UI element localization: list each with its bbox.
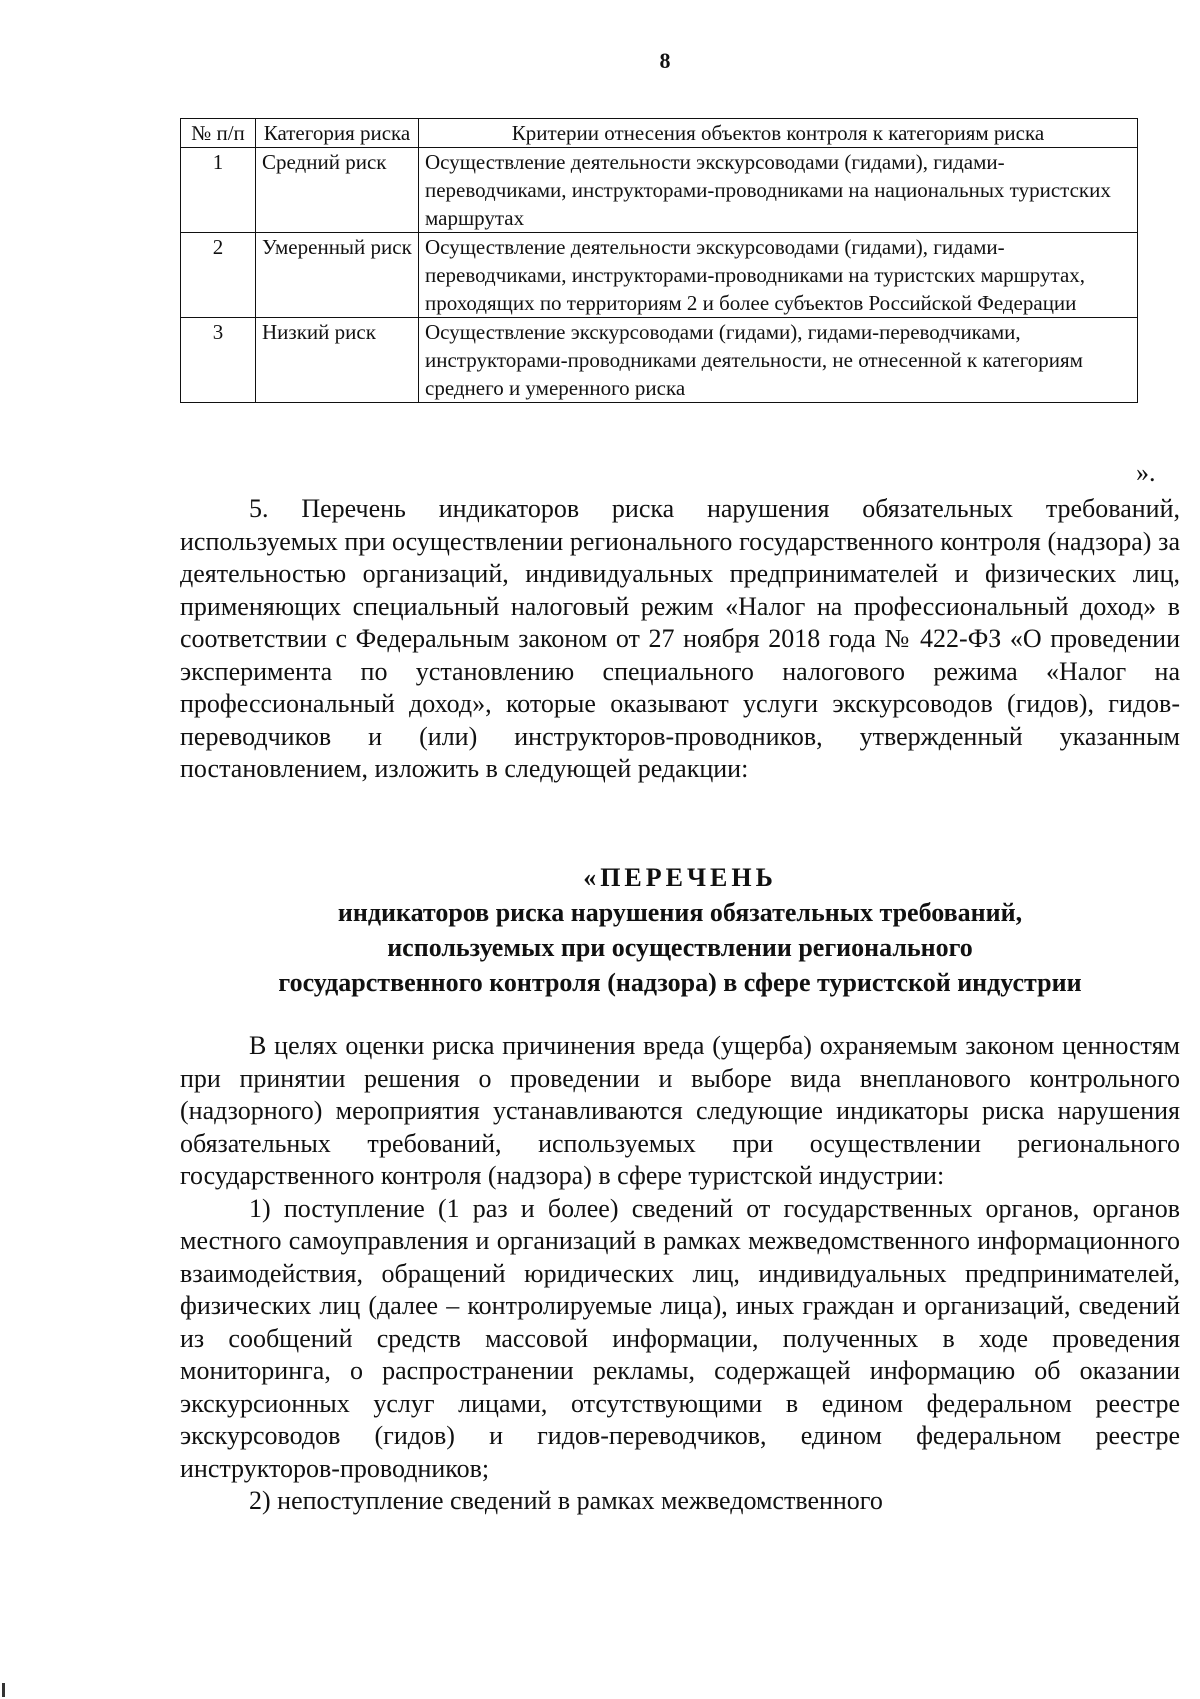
row-number: 3 bbox=[181, 318, 256, 403]
header-category: Категория риска bbox=[256, 119, 419, 148]
scan-edge-mark bbox=[2, 1683, 5, 1697]
table-row bbox=[181, 148, 1138, 233]
paragraph-5 bbox=[180, 493, 1180, 786]
risk-category-table bbox=[180, 118, 1138, 403]
title-line-2: используемых при осуществлении регионального bbox=[387, 933, 973, 962]
table-header-row bbox=[181, 119, 1138, 148]
document-title bbox=[180, 860, 1180, 1000]
page-number: 8 bbox=[659, 48, 671, 73]
header-number: № п/п bbox=[181, 119, 256, 148]
title-line-3: государственного контроля (надзора) в сфере туристской индустрии bbox=[278, 968, 1082, 997]
row-criteria: Осуществление деятельности экскурсоводами (гидами), гидами-переводчиками, инструкторами-проводниками на национальных туристских маршрутах bbox=[419, 148, 1138, 233]
main-text bbox=[180, 1030, 1180, 1518]
row-number: 2 bbox=[181, 233, 256, 318]
row-criteria: Осуществление деятельности экскурсоводами (гидами), гидами-переводчиками, инструкторами-проводниками на туристских маршрутах, проходящих по территориям 2 и более субъектов Российской Федерации bbox=[419, 233, 1138, 318]
item-1-paragraph: 1) поступление (1 раз и более) сведений от государственных органов, органов местного самоуправления и организаций в рамках межведомственного информационного взаимодействия, обращений юридических лиц, индивидуальных предпринимателей, физических лиц (далее – контролируемые лица), иных граждан и организаций, сведений из сообщений средств массовой информации, полученных в ходе проведения мониторинга, о распространении рекламы, содержащей информацию об оказании экскурсионных услуг лицами, отсутствующими в едином федеральном реестре экскурсоводов (гидов) и гидов-переводчиков, едином федеральном реестре инструкторов-проводников; bbox=[180, 1193, 1180, 1483]
table-row bbox=[181, 233, 1138, 318]
intro-paragraph: В целях оценки риска причинения вреда (ущерба) охраняемым законом ценностям при принятии решения о проведении и выборе вида внепланового контрольного (надзорного) мероприятия устанавливаются следующие индикаторы риска нарушения обязательных требований, используемых при осуществлении регионального государственного контроля (надзора) в сфере туристской индустрии: bbox=[180, 1031, 1180, 1190]
item-2-paragraph: 2) непоступление сведений в рамках межведомственного bbox=[249, 1486, 883, 1515]
row-category: Низкий риск bbox=[256, 318, 419, 403]
title-main: «ПЕРЕЧЕНЬ bbox=[583, 863, 777, 892]
row-category: Умеренный риск bbox=[256, 233, 419, 318]
row-number: 1 bbox=[181, 148, 256, 233]
row-criteria: Осуществление экскурсоводами (гидами), гидами-переводчиками, инструкторами-проводниками деятельности, не отнесенной к категориям среднего и умеренного риска bbox=[419, 318, 1138, 403]
paragraph-5-text: 5. Перечень индикаторов риска нарушения обязательных требований, используемых при осуществлении регионального государственного контроля (надзора) за деятельностью организаций, индивидуальных предпринимателей и физических лиц, применяющих специальный налоговый режим «Налог на профессиональный доход» в соответствии с Федеральным законом от 27 ноября 2018 года № 422-ФЗ «О проведении эксперимента по установлению специального налогового режима «Налог на профессиональный доход», которые оказывают услуги экскурсоводов (гидов), гидов-переводчиков и (или) инструкторов-проводников, утвержденный указанным постановлением, изложить в следующей редакции: bbox=[180, 494, 1180, 783]
closing-quote: ». bbox=[1136, 458, 1156, 487]
title-line-1: индикаторов риска нарушения обязательных требований, bbox=[337, 898, 1023, 927]
header-criteria: Критерии отнесения объектов контроля к категориям риска bbox=[419, 119, 1138, 148]
row-category: Средний риск bbox=[256, 148, 419, 233]
table-row bbox=[181, 318, 1138, 403]
